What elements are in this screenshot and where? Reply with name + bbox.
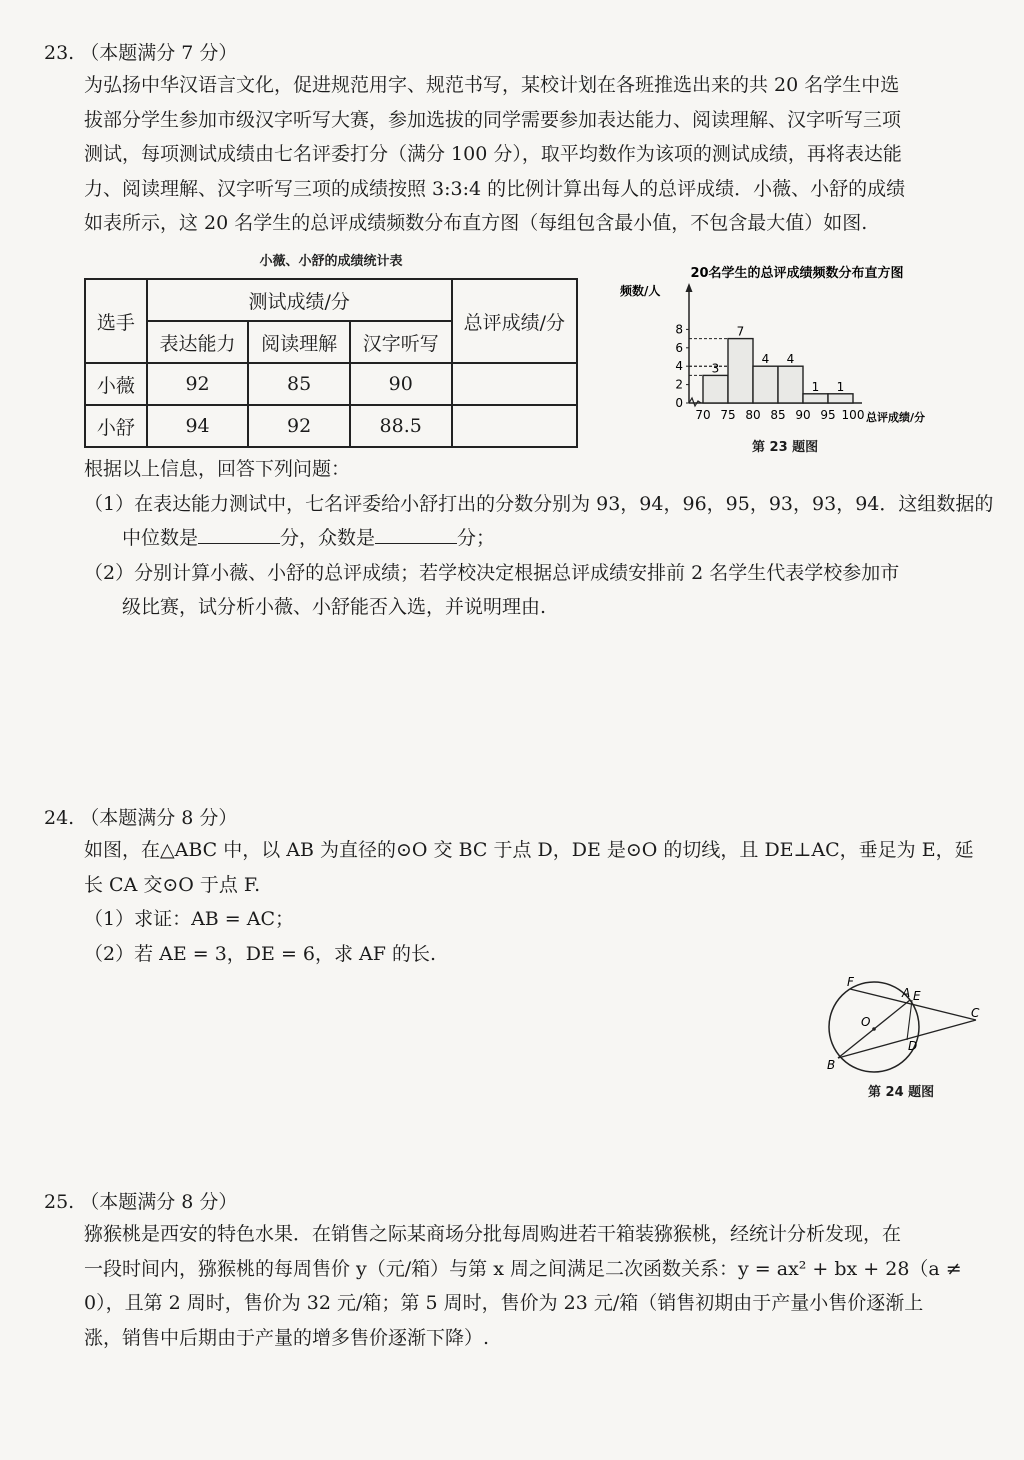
q25-line: 猕猴桃是西安的特色水果．在销售之际某商场分批每周购进若干箱装猕猴桃，经统计分析发现，在 [84, 1223, 902, 1245]
q23-questions [84, 452, 993, 625]
q25-line: 一段时间内，猕猴桃的每周售价 y（元/箱）与第 x 周之间满足二次函数关系：y = ax² + bx + 28（a ≠ [84, 1257, 962, 1280]
q23-intro [84, 68, 905, 241]
x-tick-label: 85 [770, 408, 786, 422]
q24-header [44, 803, 237, 830]
q24-line: 长 CA 交⊙O 于点 F. [84, 873, 261, 896]
q25-number: 25. [44, 1191, 75, 1213]
q24-line: 如图，在△ABC 中，以 AB 为直径的⊙O 交 BC 于点 D，DE 是⊙O 的切线，且 DE⊥AC，垂足为 E，延 [84, 839, 974, 861]
q23-intro-line: 拔部分学生参加市级汉字听写大赛，参加选拔的同学需要参加表达能力、阅读理解、汉字听写三项 [84, 108, 902, 131]
bar-value-label: 4 [786, 352, 795, 367]
row-name: 小舒 [85, 405, 147, 447]
q24-figure-caption: 第 24 题图 [868, 1085, 935, 1100]
histogram-bar [778, 366, 803, 403]
histogram [610, 255, 990, 455]
q23-prompt: 根据以上信息，回答下列问题： [84, 458, 351, 480]
head-group: 测试成绩/分 [147, 279, 452, 321]
label-b: B [827, 1058, 836, 1072]
subhead: 阅读理解 [248, 321, 350, 363]
q25-body [84, 1217, 962, 1355]
row-score: 92 [248, 405, 350, 447]
q24-points: （本题满分 8 分） [80, 807, 238, 829]
table-row [85, 405, 577, 447]
subhead: 汉字听写 [350, 321, 452, 363]
x-tick-label: 75 [720, 408, 736, 422]
q24-line: （1）求证：AB = AC； [84, 908, 295, 930]
q25-header [44, 1187, 237, 1214]
q23-number: 23. [44, 42, 75, 64]
row-score: 88.5 [350, 405, 452, 447]
center-dot [872, 1027, 876, 1031]
q23-intro-line: 如表所示，这 20 名学生的总评成绩频数分布直方图（每组包含最小值，不包含最大值）如图. [84, 212, 868, 234]
sub1-text: 分； [457, 527, 496, 549]
row-total [452, 405, 577, 447]
y-tick-label: 8 [675, 322, 683, 337]
axis-break-icon [689, 398, 701, 406]
line-de [907, 1000, 912, 1040]
bar-value-label: 1 [836, 379, 845, 394]
x-tick-label: 70 [695, 408, 711, 422]
sub1-text: 分，众数是 [280, 527, 376, 549]
sub1-text: 中位数是 [122, 527, 199, 549]
histogram-bar [828, 394, 853, 403]
q23-intro-line: 测试，每项测试成绩由七名评委打分（满分 100 分），取平均数作为该项的测试成绩，再将表达能 [84, 143, 902, 165]
row-score: 85 [248, 363, 350, 405]
x-tick-label: 90 [795, 408, 811, 422]
chart-ylabel: 频数/人 [620, 284, 661, 298]
row-score: 92 [147, 363, 249, 405]
q24-body [84, 833, 974, 971]
q23-sub1-line1: （1）在表达能力测试中，七名评委给小舒打出的分数分别为 93，94，96，95，93，93，94．这组数据的 [84, 492, 994, 515]
chart-xlabel: 总评成绩/分 [866, 411, 926, 424]
q23-sub2-line1: （2）分别计算小薇、小舒的总评成绩；若学校决定根据总评成绩安排前 2 名学生代表学校参加市 [84, 561, 900, 584]
bar-value-label: 3 [711, 361, 720, 376]
q24-number: 24. [44, 807, 75, 829]
geometry-figure [815, 972, 995, 1077]
x-tick-label: 95 [820, 408, 836, 422]
label-c: C [971, 1006, 980, 1020]
subhead: 表达能力 [147, 321, 249, 363]
histogram-bar [753, 366, 778, 403]
row-name: 小薇 [85, 363, 147, 405]
row-score: 90 [350, 363, 452, 405]
q23-header [44, 38, 237, 65]
x-tick-label: 80 [745, 408, 761, 422]
histogram-bar [803, 394, 828, 403]
row-total [452, 363, 577, 405]
label-d: D [908, 1039, 918, 1053]
table-row [85, 363, 577, 405]
bar-value-label: 1 [811, 379, 820, 394]
q23-intro-line: 为弘扬中华汉语言文化，促进规范用字、规范书写，某校计划在各班推选出来的共 20 名学生中选 [84, 74, 900, 96]
histogram-bar [728, 339, 753, 403]
q25-points: （本题满分 8 分） [80, 1191, 238, 1213]
bar-value-label: 7 [736, 324, 745, 339]
q23-figure-caption: 第 23 题图 [752, 440, 819, 455]
label-e: E [913, 989, 921, 1003]
histogram-bar [703, 375, 728, 403]
q23-intro-line: 力、阅读理解、汉字听写三项的成绩按照 3:3:4 的比例计算出每人的总评成绩．小薇、小舒的成绩 [84, 177, 906, 200]
q23-sub2-line2: 级比赛，试分析小薇、小舒能否入选，并说明理由. [122, 596, 547, 618]
score-table [84, 278, 578, 448]
answer-blank-mode[interactable] [375, 523, 457, 544]
y-tick-label: 2 [675, 377, 683, 392]
answer-blank-median[interactable] [198, 523, 280, 544]
q24-line: （2）若 AE = 3，DE = 6，求 AF 的长. [84, 942, 437, 965]
y-tick-label: 6 [675, 340, 683, 355]
q23-points: （本题满分 7 分） [80, 42, 238, 64]
head-player: 选手 [85, 279, 147, 363]
q25-line: 0），且第 2 周时，售价为 32 元/箱；第 5 周时，售价为 23 元/箱（销售初期由于产量小售价逐渐上 [84, 1292, 924, 1314]
row-score: 94 [147, 405, 249, 447]
q23-sub1-line2 [84, 521, 993, 556]
label-a: A [902, 986, 911, 1000]
label-o: O [861, 1015, 871, 1029]
x-tick-label: 100 [841, 408, 865, 422]
label-f: F [847, 975, 854, 989]
y-tick-label: 0 [675, 396, 683, 410]
table-caption: 小薇、小舒的成绩统计表 [259, 254, 403, 269]
bar-value-label: 4 [761, 352, 770, 367]
head-total: 总评成绩/分 [452, 279, 577, 363]
chart-title: 20名学生的总评成绩频数分布直方图 [690, 266, 904, 281]
y-tick-label: 4 [675, 359, 683, 374]
q25-line: 涨，销售中后期由于产量的增多售价逐渐下降）. [84, 1326, 490, 1349]
y-axis-arrow-icon [686, 283, 693, 292]
